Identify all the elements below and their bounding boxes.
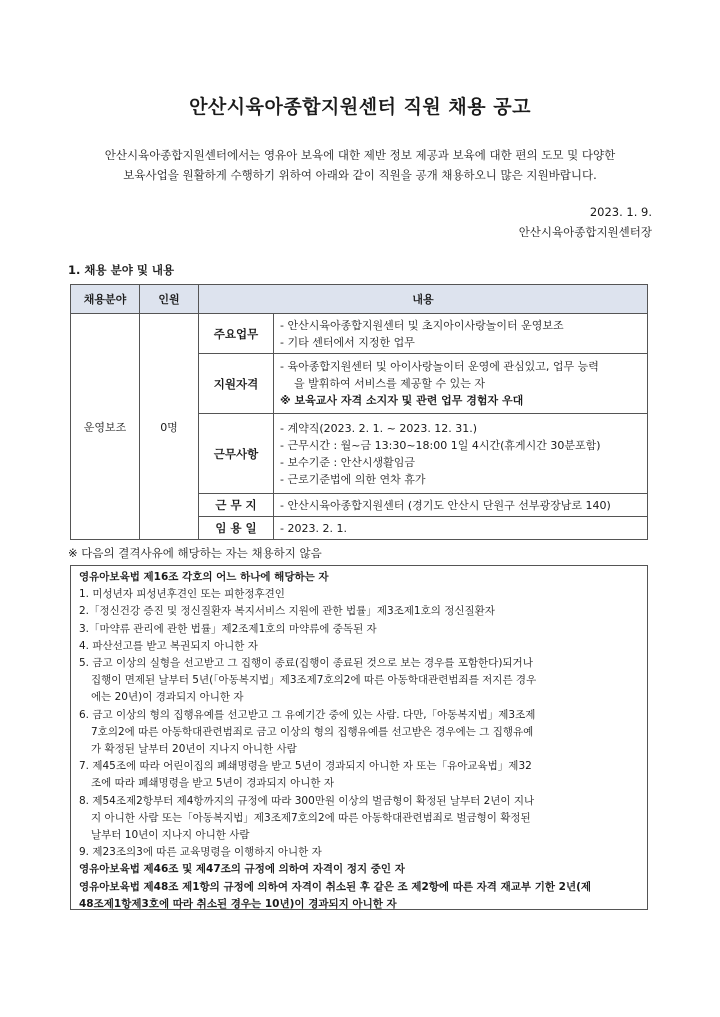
- row-label: 주요업무: [199, 314, 274, 354]
- list-item: 4. 파산선고를 받고 복권되지 아니한 자: [79, 639, 258, 652]
- page-title: 안산시육아종합지원센터 직원 채용 공고: [189, 96, 531, 118]
- list-item: 날부터 10년이 지나지 아니한 사람: [91, 829, 250, 842]
- condition-line: - 보수기준 : 안산시생활임금: [280, 455, 416, 469]
- recruitment-table: [70, 284, 648, 540]
- table-header-row: [71, 285, 648, 314]
- announcement-date: 2023. 1. 9.: [589, 205, 652, 219]
- disqualification-box: [70, 565, 648, 910]
- workplace-value: - 안산시육아종합지원센터 (경기도 안산시 단원구 선부광장남로 140): [274, 494, 648, 517]
- row-label: 근무사항: [199, 414, 274, 494]
- conditions-content: [274, 414, 648, 494]
- intro-line: 보육사업을 원활하게 수행하기 위하여 아래와 같이 직원을 공개 채용하오니 많은 지원바랍니다.: [123, 168, 597, 182]
- list-item: 가 확정된 날부터 20년이 지나지 아니한 사람: [91, 743, 297, 756]
- qualification-line: - 육아종합지원센터 및 아이사랑놀이터 운영에 관심있고, 업무 능력: [280, 360, 599, 373]
- disqualification-footer: 영유아보육법 제46조 및 제47조의 규정에 의하여 자격이 정지 중인 자: [79, 863, 405, 876]
- list-item: 7. 제45조에 따라 어린이집의 폐쇄명령을 받고 5년이 경과되지 아니한 자 또는「유아교육법」제32: [79, 760, 532, 773]
- list-item: 2.「정신건강 증진 및 정신질환자 복지서비스 지원에 관한 법률」제3조제1호의 정신질환자: [79, 605, 495, 618]
- duties-content: [274, 314, 648, 354]
- disqualification-note: ※ 다음의 결격사유에 해당하는 자는 채용하지 않음: [68, 546, 322, 560]
- intro-line: 안산시육아종합지원센터에서는 영유아 보육에 대한 제반 정보 제공과 보육에 대한 편의 도모 및 다양한: [104, 148, 616, 162]
- list-item: 7호의2에 따른 아동학대관련범죄로 금고 이상의 형의 집행유예를 선고받은 경우에는 그 집행유예: [91, 725, 534, 738]
- header-count: 인원: [140, 285, 199, 314]
- qualification-line: 을 발휘하여 서비스를 제공할 수 있는 자: [294, 377, 485, 390]
- table-row: [71, 314, 648, 354]
- condition-line: - 근로기준법에 의한 연차 휴가: [280, 472, 426, 486]
- condition-line: - 계약직(2023. 2. 1. ~ 2023. 12. 31.): [280, 421, 478, 435]
- qualification-content: [274, 354, 648, 414]
- header-content: 내용: [199, 285, 648, 314]
- list-item: 1. 미성년자 피성년후견인 또는 피한정후견인: [79, 588, 285, 601]
- row-label: 임 용 일: [199, 517, 274, 540]
- list-item: 8. 제54조제2항부터 제4항까지의 규정에 따라 300만원 이상의 벌금형이 확정된 날부터 2년이 지나: [79, 794, 535, 807]
- disqualification-list: [79, 586, 639, 861]
- job-field: 운영보조: [71, 314, 140, 540]
- section-heading: 1. 채용 분야 및 내용: [68, 263, 175, 277]
- organization-signature: 안산시육아종합지원센터장: [518, 225, 652, 239]
- list-item: 에는 20년)이 경과되지 아니한 자: [91, 691, 244, 704]
- job-count: 0명: [140, 314, 199, 540]
- disqualification-footer: 영유아보육법 제48조 제1항의 규정에 의하여 자격이 취소된 후 같은 조 제2항에 따른 자격 재교부 기한 2년(제: [79, 880, 592, 893]
- duty-line: - 기타 센터에서 지정한 업무: [280, 335, 415, 349]
- row-label: 근 무 지: [199, 494, 274, 517]
- appointment-value: - 2023. 2. 1.: [274, 517, 648, 540]
- row-label: 지원자격: [199, 354, 274, 414]
- disqualification-footer: 48조제1항제3호에 따라 취소된 경우는 10년)이 경과되지 아니한 자: [79, 897, 397, 910]
- list-item: 6. 금고 이상의 형의 집행유예를 선고받고 그 유예기간 중에 있는 사람. 다만,「아동복지법」제3조제: [79, 708, 536, 721]
- list-item: 조에 따라 폐쇄명령을 받고 5년이 경과되지 아니한 자: [91, 777, 335, 790]
- list-item: 3.「마약류 관리에 관한 법률」제2조제1호의 마약류에 중독된 자: [79, 622, 377, 635]
- list-item: 지 아니한 사람 또는「아동복지법」제3조제7호의2에 따른 아동학대관련범죄로 벌금형이 확정된: [91, 811, 531, 824]
- preferred-note: ※ 보육교사 자격 소지자 및 관련 업무 경험자 우대: [280, 394, 524, 407]
- list-item: 5. 금고 이상의 실형을 선고받고 그 집행이 종료(집행이 종료된 것으로 보는 경우를 포함한다)되거나: [79, 657, 533, 670]
- condition-line: - 근무시간 : 월~금 13:30~18:00 1일 4시간(휴게시간 30분포함): [280, 438, 601, 452]
- duty-line: - 안산시육아종합지원센터 및 초지아이사랑놀이터 운영보조: [280, 318, 564, 332]
- intro-paragraph: [64, 145, 656, 185]
- list-item: 9. 제23조의3에 따른 교육명령을 이행하지 아니한 자: [79, 846, 322, 859]
- list-item: 집행이 면제된 날부터 5년(「아동복지법」제3조제7호의2에 따른 아동학대관련범죄를 저지른 경우: [91, 674, 537, 687]
- header-field: 채용분야: [71, 285, 140, 314]
- disqualification-heading: 영유아보육법 제16조 각호의 어느 하나에 해당하는 자: [79, 571, 329, 583]
